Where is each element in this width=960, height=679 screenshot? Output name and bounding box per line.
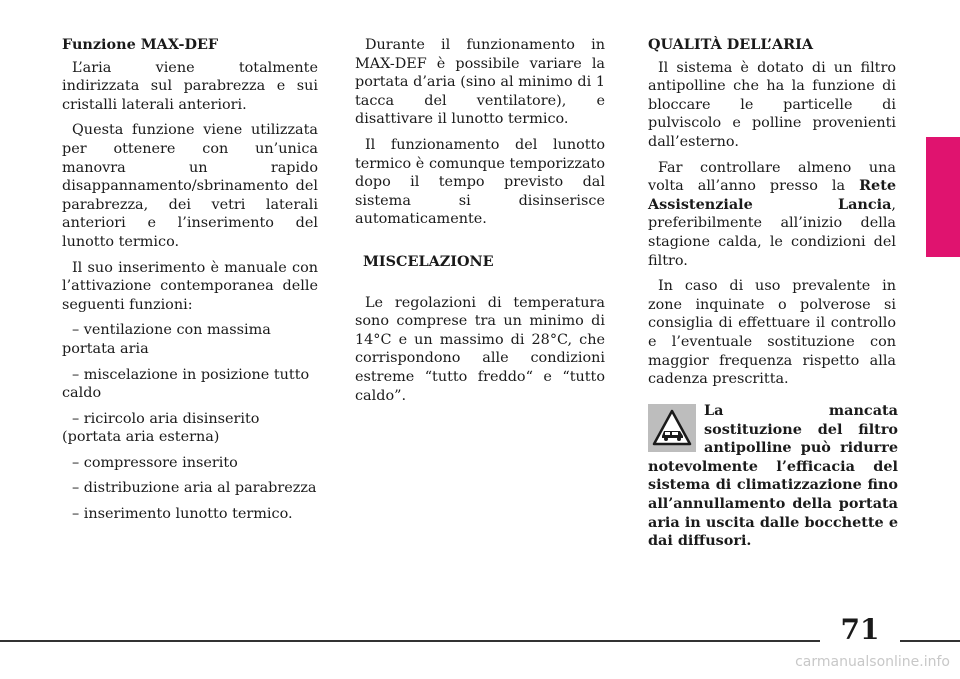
warning-triangle-car-icon: [648, 404, 696, 452]
miscelazione-heading: MISCELAZIONE: [363, 252, 494, 270]
watermark: carmanualsonline.info: [795, 654, 950, 670]
warning-note: [648, 402, 898, 551]
paragraph: In caso di uso prevalente in zone inquinate o polverose si consiglia di effettuare il controllo e l’eventuale sostituzione con maggior frequenza rispetto alla cadenza prescritta.: [648, 278, 896, 388]
text-span: , preferibilmente all’inizio della stagione calda, le condizioni del filtro.: [648, 196, 896, 269]
section-tab: [926, 137, 960, 257]
column-1: [62, 36, 318, 531]
footer-rule: [0, 640, 960, 642]
column-3: [648, 36, 896, 396]
paragraph: Il sistema è dotato di un filtro antipolline che ha la funzione di bloccare le particelle di pulviscolo e polline provenienti dall’esterno.: [648, 59, 896, 150]
text-span: Far controllare almeno una volta all’anno presso la: [648, 159, 896, 195]
paragraph: [648, 159, 896, 271]
paragraph: Le regolazioni di temperatura sono comprese tra un minimo di 14°C e un massimo di 28°C, che corrispondono alle condizioni estreme “tutto freddo“ e “tutto caldo”.: [355, 294, 605, 404]
column-2: [355, 36, 605, 412]
page-number: 71: [820, 610, 900, 650]
paragraph: Il suo inserimento è manuale con l’attivazione contemporanea delle seguenti funzioni:: [62, 259, 318, 313]
paragraph: Il funzionamento del lunotto termico è comunque temporizzato dopo il tempo previsto dal sistema si disinserisce automaticamente.: [355, 136, 605, 228]
paragraph: L’aria viene totalmente indirizzata sul parabrezza e sui cristalli laterali anteriori.: [62, 59, 318, 113]
air-quality-heading: QUALITÀ DELL’ARIA: [648, 36, 814, 53]
list-item: – compressore inserito: [72, 454, 238, 471]
list-item: – ventilazione con massima portata aria: [62, 322, 271, 357]
warning-text: La mancata sostituzione del filtro antipolline può ridurre notevolmente l’efficacia del sistema di climatizzazione fino all’annullamento della portata aria in uscita dalle bocchette e dai diffusori.: [648, 402, 898, 550]
list-item: – inserimento lunotto termico.: [72, 506, 293, 523]
max-def-heading: Funzione MAX-DEF: [62, 36, 219, 53]
paragraph: Durante il funzionamento in MAX-DEF è possibile variare la portata d’aria (sino al minimo di 1 tacca del ventilatore), e disattivare il lunotto termico.: [355, 37, 605, 128]
list-item: – ricircolo aria disinserito (portata aria esterna): [62, 410, 260, 446]
list-item: – distribuzione aria al parabrezza: [72, 480, 317, 497]
paragraph: Questa funzione viene utilizzata per ottenere con un’unica manovra un rapido disappannamento/sbrinamento del parabrezza, dei vetri laterali anteriori e l’inserimento del lunotto termico.: [62, 122, 318, 250]
lancia-service-network: Rete Assistenziale Lancia: [648, 177, 896, 213]
list-item: – miscelazione in posizione tutto caldo: [62, 366, 310, 402]
